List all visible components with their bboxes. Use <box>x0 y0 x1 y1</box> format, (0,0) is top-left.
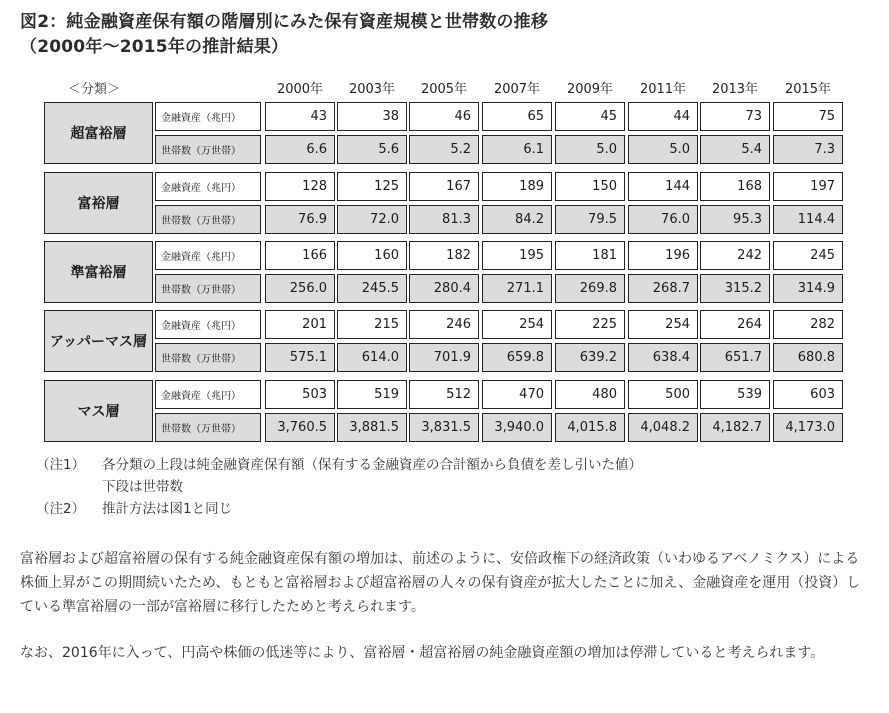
households-cell: 701.9 <box>409 343 479 372</box>
assets-cell: 125 <box>337 172 407 201</box>
row-label-households: 世帯数（万世帯） <box>155 205 261 234</box>
assets-cell: 75 <box>773 102 843 131</box>
row-label-households: 世帯数（万世帯） <box>155 274 261 303</box>
body-paragraph-2: なお、2016年に入って、円高や株価の低迷等により、富裕層・超富裕層の純金融資産額の増加は停滞していると考えられます。 <box>20 645 825 661</box>
assets-cell: 46 <box>409 102 479 131</box>
assets-cell: 480 <box>555 380 625 409</box>
assets-cell: 282 <box>773 310 843 339</box>
table-group <box>44 310 844 372</box>
households-cell: 315.2 <box>700 274 770 303</box>
households-cell: 575.1 <box>265 343 335 372</box>
assets-cell: 65 <box>482 102 552 131</box>
note1-label: （注1） <box>36 457 86 473</box>
households-cell: 3,881.5 <box>337 413 407 442</box>
category-label: アッパーマス層 <box>44 310 153 372</box>
households-cell: 5.6 <box>337 135 407 164</box>
assets-cell: 150 <box>555 172 625 201</box>
assets-cell: 539 <box>700 380 770 409</box>
year-header: 2009年 <box>566 82 614 97</box>
households-cell: 614.0 <box>337 343 407 372</box>
households-cell: 271.1 <box>482 274 552 303</box>
year-header: 2005年 <box>420 82 468 97</box>
row-label-households: 世帯数（万世帯） <box>155 343 261 372</box>
assets-cell: 166 <box>265 241 335 270</box>
year-header: 2015年 <box>784 82 832 97</box>
figure-title <box>20 10 548 60</box>
assets-cell: 38 <box>337 102 407 131</box>
assets-cell: 264 <box>700 310 770 339</box>
assets-cell: 512 <box>409 380 479 409</box>
households-cell: 5.0 <box>555 135 625 164</box>
assets-cell: 254 <box>482 310 552 339</box>
assets-cell: 144 <box>628 172 698 201</box>
households-cell: 269.8 <box>555 274 625 303</box>
assets-cell: 500 <box>628 380 698 409</box>
households-cell: 7.3 <box>773 135 843 164</box>
table-group <box>44 172 844 234</box>
households-cell: 114.4 <box>773 205 843 234</box>
category-label: 準富裕層 <box>44 241 153 303</box>
row-label-assets: 金融資産（兆円） <box>155 172 261 201</box>
note1-text: 各分類の上段は純金融資産保有額（保有する金融資産の合計額から負債を差し引いた値） <box>102 457 642 473</box>
households-cell: 638.4 <box>628 343 698 372</box>
households-cell: 3,940.0 <box>482 413 552 442</box>
assets-cell: 168 <box>700 172 770 201</box>
year-header: 2003年 <box>348 82 396 97</box>
assets-cell: 603 <box>773 380 843 409</box>
category-label: マス層 <box>44 380 153 442</box>
assets-cell: 470 <box>482 380 552 409</box>
assets-cell: 254 <box>628 310 698 339</box>
row-label-households: 世帯数（万世帯） <box>155 413 261 442</box>
households-cell: 4,182.7 <box>700 413 770 442</box>
row-label-households: 世帯数（万世帯） <box>155 135 261 164</box>
assets-cell: 197 <box>773 172 843 201</box>
households-cell: 4,015.8 <box>555 413 625 442</box>
category-header: ＜分類＞ <box>68 82 121 97</box>
households-cell: 314.9 <box>773 274 843 303</box>
table-group <box>44 102 844 164</box>
assets-cell: 43 <box>265 102 335 131</box>
assets-cell: 167 <box>409 172 479 201</box>
note1-text-2: 下段は世帯数 <box>102 479 183 495</box>
assets-cell: 181 <box>555 241 625 270</box>
assets-cell: 128 <box>265 172 335 201</box>
figure-title-line1: 図2：純金融資産保有額の階層別にみた保有資産規模と世帯数の推移 <box>20 12 549 32</box>
table-group <box>44 241 844 303</box>
households-cell: 659.8 <box>482 343 552 372</box>
households-cell: 5.4 <box>700 135 770 164</box>
households-cell: 84.2 <box>482 205 552 234</box>
assets-cell: 195 <box>482 241 552 270</box>
year-header: 2013年 <box>711 82 759 97</box>
year-header: 2000年 <box>276 82 324 97</box>
row-label-assets: 金融資産（兆円） <box>155 102 261 131</box>
assets-cell: 73 <box>700 102 770 131</box>
households-cell: 280.4 <box>409 274 479 303</box>
assets-cell: 44 <box>628 102 698 131</box>
households-cell: 79.5 <box>555 205 625 234</box>
assets-cell: 45 <box>555 102 625 131</box>
assets-cell: 246 <box>409 310 479 339</box>
table-group <box>44 380 844 442</box>
year-header: 2007年 <box>493 82 541 97</box>
assets-cell: 215 <box>337 310 407 339</box>
households-cell: 76.0 <box>628 205 698 234</box>
households-cell: 639.2 <box>555 343 625 372</box>
households-cell: 3,760.5 <box>265 413 335 442</box>
households-cell: 4,173.0 <box>773 413 843 442</box>
households-cell: 4,048.2 <box>628 413 698 442</box>
households-cell: 72.0 <box>337 205 407 234</box>
figure-title-line2: （2000年～2015年の推計結果） <box>20 37 289 57</box>
households-cell: 6.6 <box>265 135 335 164</box>
category-label: 富裕層 <box>44 172 153 234</box>
households-cell: 5.2 <box>409 135 479 164</box>
assets-cell: 245 <box>773 241 843 270</box>
households-cell: 81.3 <box>409 205 479 234</box>
assets-cell: 225 <box>555 310 625 339</box>
households-cell: 5.0 <box>628 135 698 164</box>
row-label-assets: 金融資産（兆円） <box>155 380 261 409</box>
assets-cell: 242 <box>700 241 770 270</box>
assets-cell: 160 <box>337 241 407 270</box>
assets-cell: 503 <box>265 380 335 409</box>
note2-label: （注2） <box>36 501 86 517</box>
households-cell: 6.1 <box>482 135 552 164</box>
row-label-assets: 金融資産（兆円） <box>155 241 261 270</box>
note2-text: 推計方法は図1と同じ <box>102 501 233 517</box>
households-cell: 256.0 <box>265 274 335 303</box>
households-cell: 268.7 <box>628 274 698 303</box>
households-cell: 76.9 <box>265 205 335 234</box>
category-label: 超富裕層 <box>44 102 153 164</box>
assets-cell: 189 <box>482 172 552 201</box>
assets-cell: 182 <box>409 241 479 270</box>
row-label-assets: 金融資産（兆円） <box>155 310 261 339</box>
year-header: 2011年 <box>639 82 687 97</box>
households-cell: 95.3 <box>700 205 770 234</box>
assets-cell: 201 <box>265 310 335 339</box>
assets-cell: 519 <box>337 380 407 409</box>
households-cell: 651.7 <box>700 343 770 372</box>
households-cell: 245.5 <box>337 274 407 303</box>
body-paragraph-1: 富裕層および超富裕層の保有する純金融資産保有額の増加は、前述のように、安倍政権下の経済政策（いわゆるアベノミクス）による株価上昇がこの期間続いたため、もともと富裕層および超富裕層の人々の保有資産が拡大したことに加え、金融資産を運用（投資）している準富裕層の一部が富裕層に移行したためと考えられます。 <box>20 551 861 615</box>
assets-cell: 196 <box>628 241 698 270</box>
households-cell: 3,831.5 <box>409 413 479 442</box>
households-cell: 680.8 <box>773 343 843 372</box>
